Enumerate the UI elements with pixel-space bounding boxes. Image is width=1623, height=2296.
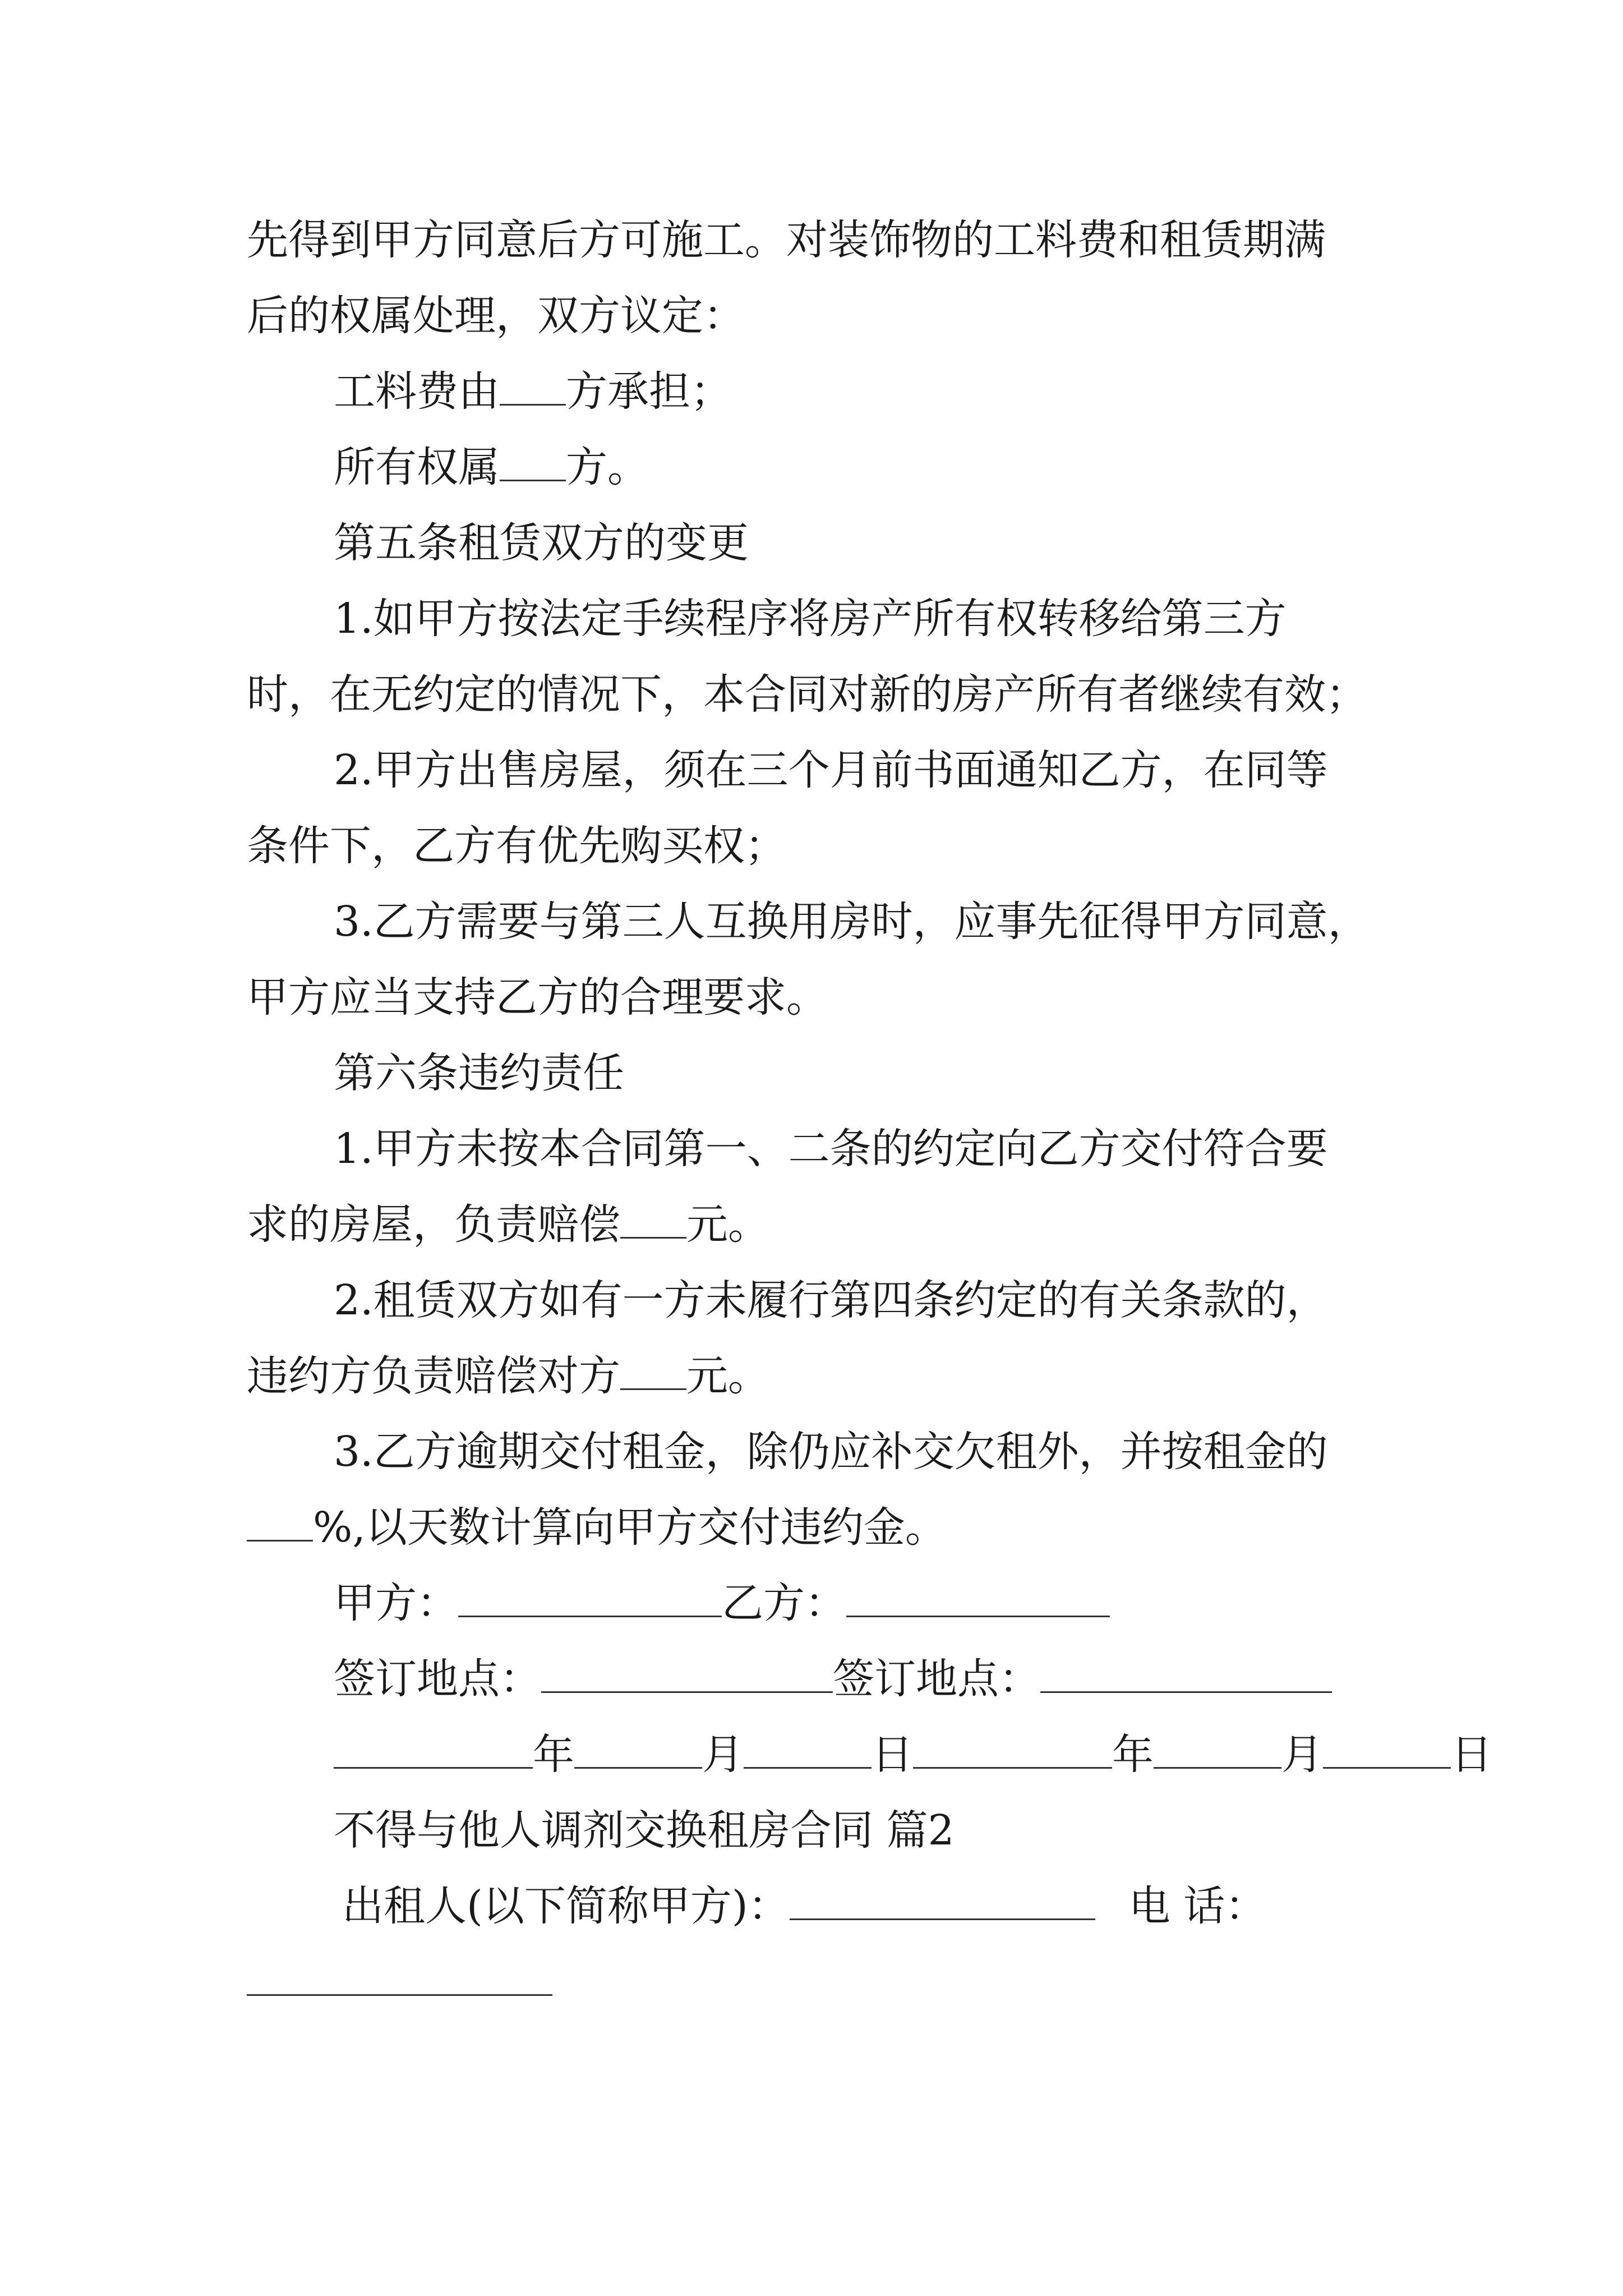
paragraph-line: 2.租赁双方如有一方未履行第四条约定的有关条款的， (334, 1276, 1328, 1324)
clause-text: 方承担； (566, 367, 732, 416)
clause-text: %,以天数计算向甲方交付违约金。 (313, 1503, 947, 1552)
paragraph-line: 3.乙方需要与第三人互换用房时，应事先征得甲方同意， (334, 898, 1370, 946)
paragraph-line (247, 1349, 769, 1403)
lessor-info (342, 1879, 1266, 1933)
paragraph-line: 时，在无约定的情况下，本合同对新的房产所有者继续有效； (247, 670, 1367, 719)
signing-place-label: 签订地点： (833, 1655, 1040, 1703)
clause-text: 元。 (686, 1200, 769, 1249)
clause-labor-cost (334, 365, 732, 418)
month-field[interactable] (1154, 1733, 1281, 1769)
fill-blank[interactable] (500, 370, 566, 406)
clause-text: 方。 (566, 443, 649, 491)
lessor-label: 出租人(以下简称甲方)： (342, 1882, 790, 1930)
year-label: 年 (533, 1731, 574, 1779)
clause-text: 求的房屋，负责赔偿 (247, 1200, 620, 1249)
day-field[interactable] (744, 1733, 872, 1769)
paragraph-line: 1.如甲方按法定手续程序将房产所有权转移给第三方 (334, 595, 1287, 643)
year-field[interactable] (334, 1733, 533, 1769)
month-label: 月 (1281, 1731, 1323, 1779)
fill-blank[interactable] (500, 446, 566, 481)
fill-blank[interactable] (247, 1506, 313, 1542)
paragraph-line (247, 1198, 769, 1251)
party-b-label: 乙方： (722, 1579, 846, 1627)
phone-field[interactable] (247, 1961, 552, 1996)
clause-text: 违约方负责赔偿对方 (247, 1352, 620, 1400)
month-label: 月 (702, 1731, 744, 1779)
section-heading: 第六条违约责任 (334, 1049, 624, 1097)
party-a-label: 甲方： (334, 1579, 458, 1627)
section-heading: 第五条租赁双方的变更 (334, 519, 749, 567)
signing-place-label: 签订地点： (334, 1655, 541, 1703)
signing-places (334, 1652, 1332, 1706)
clause-text: 工料费由 (334, 367, 500, 416)
paragraph-line: 先得到甲方同意后方可施工。对装饰物的工料费和租赁期满 (247, 216, 1326, 264)
signing-place-field[interactable] (1040, 1658, 1332, 1693)
contract-title: 不得与他人调剂交换租房合同 篇2 (334, 1806, 955, 1855)
lessor-field[interactable] (790, 1885, 1095, 1920)
clause-text: 所有权属 (334, 443, 500, 491)
party-a-field[interactable] (458, 1582, 722, 1617)
signing-dates (334, 1728, 1492, 1782)
paragraph-line: 3.乙方逾期交付租金，除仍应补交欠租外，并按租金的 (334, 1428, 1328, 1476)
paragraph-line: 2.甲方出售房屋，须在三个月前书面通知乙方，在同等 (334, 746, 1328, 794)
phone-label: 电 话： (1128, 1882, 1267, 1930)
clause-ownership (334, 440, 649, 494)
phone-field-line (247, 1955, 552, 2009)
year-field[interactable] (913, 1733, 1112, 1769)
signing-place-field[interactable] (541, 1658, 833, 1693)
clause-text: 元。 (686, 1352, 769, 1400)
year-label: 年 (1112, 1731, 1154, 1779)
paragraph-line: 1.甲方未按本合同第一、二条的约定向乙方交付符合要 (334, 1125, 1328, 1173)
paragraph-line: 条件下，乙方有优先购买权； (247, 822, 786, 870)
day-label: 日 (872, 1731, 913, 1779)
fill-blank[interactable] (620, 1203, 686, 1239)
paragraph-line: 后的权属处理，双方议定： (247, 292, 745, 340)
signature-parties (334, 1576, 1110, 1630)
fill-blank[interactable] (620, 1355, 686, 1390)
paragraph-line (247, 1501, 947, 1554)
day-field[interactable] (1323, 1733, 1451, 1769)
party-b-field[interactable] (846, 1582, 1110, 1617)
month-field[interactable] (574, 1733, 702, 1769)
day-label: 日 (1451, 1731, 1492, 1779)
paragraph-line: 甲方应当支持乙方的合理要求。 (247, 973, 828, 1022)
